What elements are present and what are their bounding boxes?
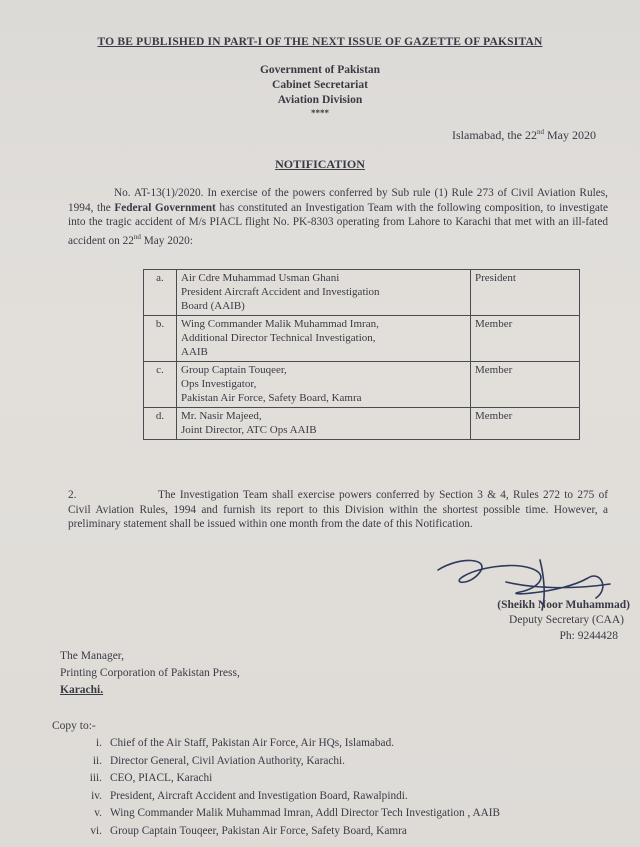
copy-to-item-number: v. [94, 807, 102, 819]
copy-to-item [60, 755, 345, 767]
signatory-designation: Deputy Secretary (CAA) [509, 614, 624, 626]
para1-text-a: No. AT-13(1)/2020. In exercise of the powers conferred by Sub rule (1) Rule 273 of Civil Aviation Rules, 1994, the [68, 187, 608, 214]
copy-to-item [60, 790, 408, 802]
signatory-phone: Ph: 9244428 [559, 630, 618, 642]
copy-to-item-number: ii. [92, 754, 102, 767]
copy-to-item-number: vi. [90, 824, 102, 837]
para1-text-c: May 2020: [140, 234, 193, 247]
copy-to-heading: Copy to:- [52, 720, 96, 732]
team-row-index: c. [144, 362, 177, 408]
addressee-title: The Manager, [60, 650, 125, 662]
team-member-line: Ops Investigator, [181, 378, 257, 390]
para2-number: 2. [68, 489, 77, 501]
team-member-role: Member [471, 316, 580, 362]
gazette-header: TO BE PUBLISHED IN PART-I OF THE NEXT ISSUE OF GAZETTE OF PAKSITAN [97, 36, 543, 48]
team-member-line: Group Captain Touqeer, [181, 364, 287, 376]
team-member-line: Additional Director Technical Investigation, [181, 332, 376, 344]
team-row-index: d. [144, 408, 177, 440]
para1-text-b: has constituted an Investigation Team with the following composition, to investigate into the tragic accident of M/s PIACL flight No. PK-8303 operating from Lahore to Karachi that met with an ill-fated accident on 22 [68, 201, 609, 247]
team-member-line: Joint Director, ATC Ops AAIB [181, 424, 317, 436]
investigation-team-table [143, 269, 580, 440]
copy-to-item [60, 825, 407, 837]
paragraph-1 [68, 186, 608, 248]
copy-to-item-text: President, Aircraft Accident and Investigation Board, Rawalpindi. [110, 789, 408, 802]
date-sup: nd [536, 128, 544, 136]
paragraph-2 [68, 488, 608, 532]
team-row-index: b. [144, 316, 177, 362]
para1-sup: nd [133, 232, 141, 241]
team-member-details [177, 270, 471, 316]
org-aviation-division: Aviation Division [277, 94, 363, 106]
team-member-line: Mr. Nasir Majeed, [181, 410, 262, 422]
team-member-role: Member [471, 408, 580, 440]
copy-to-item [60, 807, 500, 819]
team-row-index: a. [144, 270, 177, 316]
team-row [144, 362, 580, 408]
team-member-details [177, 362, 471, 408]
team-row [144, 316, 580, 362]
copy-to-item-number: iii. [89, 772, 102, 784]
team-member-line: AAIB [181, 346, 208, 358]
team-member-line: President Aircraft Accident and Investigation [181, 286, 380, 298]
copy-to-item-number: iv. [91, 789, 102, 802]
team-member-line: Air Cdre Muhammad Usman Ghani [181, 272, 340, 284]
copy-to-item-number: i. [96, 737, 102, 749]
team-row [144, 408, 580, 440]
copy-to-item-text: Wing Commander Malik Muhammad Imran, Addl Director Tech Investigation , AAIB [110, 807, 501, 819]
team-member-details [177, 316, 471, 362]
org-stars: **** [311, 108, 329, 118]
signatory-name: (Sheikh Noor Muhammad) [497, 599, 630, 611]
para1-bold: Federal Government [114, 201, 216, 214]
copy-to-item-text: CEO, PIACL, Karachi [110, 772, 213, 784]
team-member-role: President [471, 270, 580, 316]
team-row [144, 270, 580, 316]
team-member-role: Member [471, 362, 580, 408]
copy-to-item-text: Chief of the Air Staff, Pakistan Air Force, Air HQs, Islamabad. [110, 737, 395, 749]
addressee-city: Karachi. [60, 684, 104, 696]
org-government: Government of Pakistan [259, 64, 381, 76]
copy-to-item-text: Group Captain Touqeer, Pakistan Air Force, Safety Board, Kamra [110, 824, 407, 837]
notification-title: NOTIFICATION [275, 157, 365, 171]
copy-to-item [60, 737, 394, 749]
team-member-line: Pakistan Air Force, Safety Board, Kamra [181, 392, 362, 404]
document-date [452, 128, 596, 143]
org-cabinet-secretariat: Cabinet Secretariat [272, 79, 368, 91]
copy-to-item-text: Director General, Civil Aviation Authority, Karachi. [110, 754, 345, 767]
team-member-details [177, 408, 471, 440]
addressee-org: Printing Corporation of Pakistan Press, [60, 667, 240, 679]
date-prefix: Islamabad, the 22 [452, 128, 537, 142]
team-member-line: Board (AAIB) [181, 300, 245, 312]
team-member-line: Wing Commander Malik Muhammad Imran, [181, 318, 379, 330]
para2-text: The Investigation Team shall exercise powers conferred by Section 3 & 4, Rules 272 to 275 of Civil Aviation Rules, 1994 and furnish its report to this Division within the shortest possible time. However, a preliminary statement shall be issued within one month from the date of this Notification. [68, 489, 608, 531]
copy-to-item [60, 772, 212, 784]
date-suffix: May 2020 [543, 128, 596, 142]
